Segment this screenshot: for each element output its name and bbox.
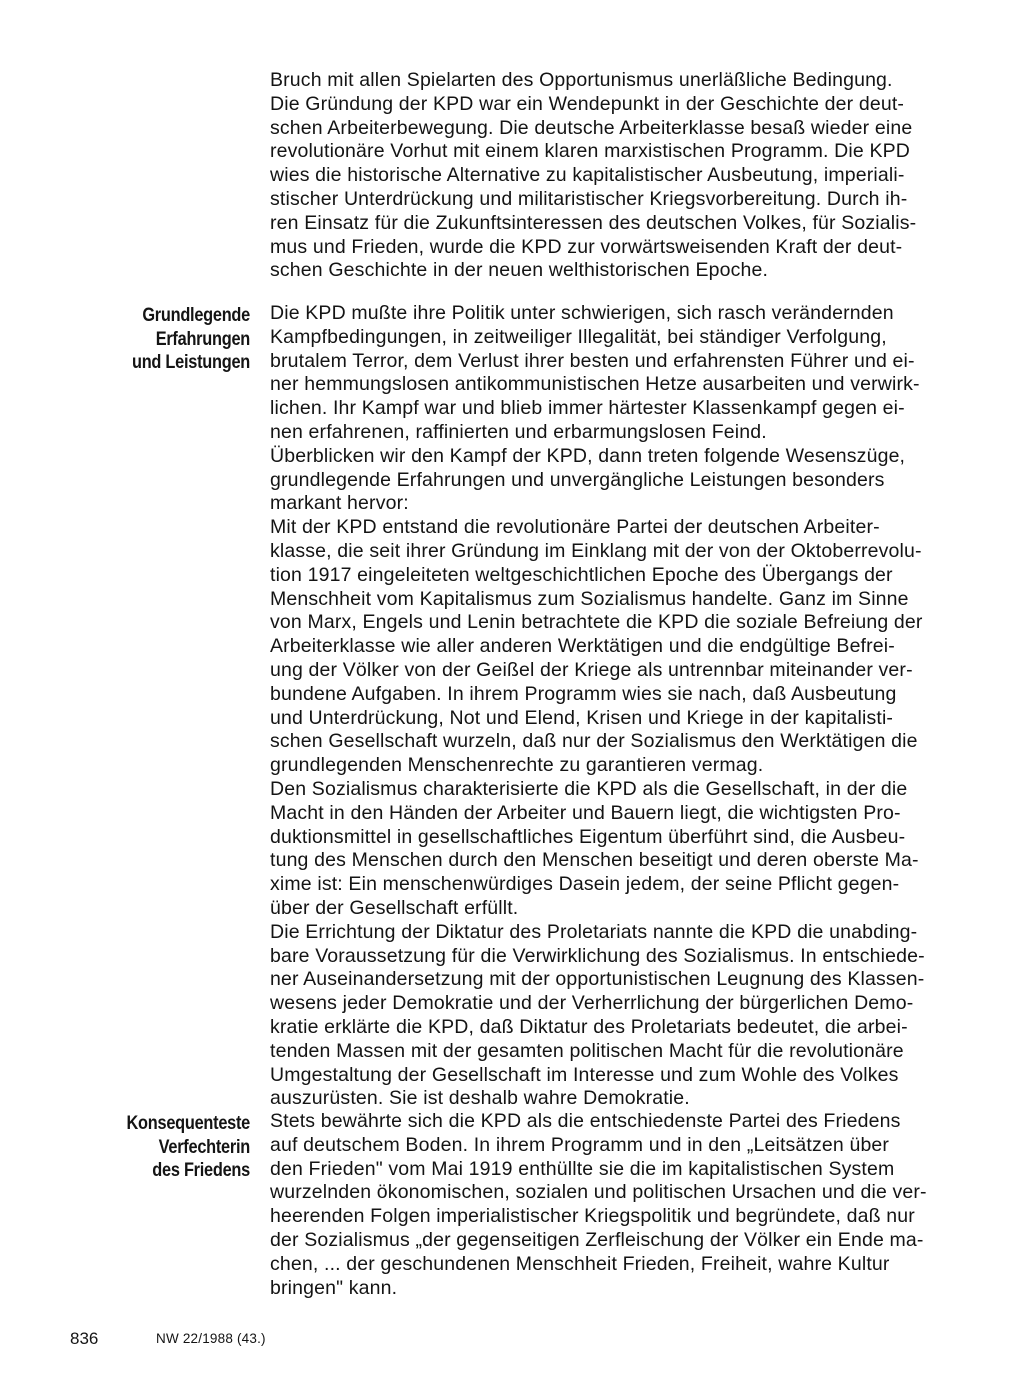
issue-citation: NW 22/1988 (43.) [156,1331,266,1346]
side-heading-grundlegende-erfahrungen: Grundlegende Erfahrungen und Leistungen [131,305,250,373]
paragraph-intro: Bruch mit allen Spielarten des Opportunismus unerläßliche Bedingung. Die Gründung der KPD war ein Wendepunkt in der Geschichte der deut- schen Arbeiterbewegung. Die deutsche Arbeiterklasse besaß wieder eine revolutionäre Vorhut mit einem klaren marxistischen Programm. Die KPD wies die historische Alternative zu kapitalistischer Ausbeutung, imperiali- stischer Unterdrückung und militaristischer Kriegsvorbereitung. Durch ih- ren Einsatz für die Zukunftsinteressen des deutschen Volkes, für Sozialis- mus und Frieden, wurde die KPD zur vorwärtsweisenden Kraft der deut- schen Geschichte in der neuen welthistorischen Epoche. [270,69,917,282]
side-heading-konsequenteste-verfechterin: Konsequenteste Verfechterin des Friedens [126,1113,250,1181]
page-number: 836 [70,1329,99,1348]
paragraph-grundlegende-erfahrungen: Die KPD mußte ihre Politik unter schwierigen, sich rasch verändernden Kampfbedingungen, in zeitweiliger Illegalität, bei ständiger Verfolgung, brutalem Terror, dem Verlust ihrer besten und erfahrensten Führer und ei- ner hemmungslosen antikommunistischen Hetze ausarbeiten und verwirk- lichen. Ihr Kampf war und blieb immer härtester Klassenkampf gegen ei- nen erfahrenen, raffinierten und erbarmungslosen Feind. Überblicken wir den Kampf der KPD, dann treten folgende Wesenszüge, grundlegende Erfahrungen und unvergängliche Leistungen besonders markant hervor: Mit der KPD entstand die revolutionäre Partei der deutschen Arbeiter- klasse, die seit ihrer Gründung im Einklang mit der von der Oktoberrevolu- tion 1917 eingeleiteten weltgeschichtlichen Epoche des Übergangs der Menschheit vom Kapitalismus zum Sozialismus handelte. Ganz im Sinne von Marx, Engels und Lenin betrachtete die KPD die soziale Befreiung der Arbeiterklasse wie aller anderen Werktätigen und die endgültige Befrei- ung der Völker von der Geißel der Kriege als untrennbar miteinander ver- bundene Aufgaben. In ihrem Programm wies sie nach, daß Ausbeutung und Unterdrückung, Not und Elend, Krisen und Kriege in der kapitalisti- schen Gesellschaft wurzeln, daß nur der Sozialismus den Werktätigen die grundlegenden Menschenrechte zu garantieren vermag. Den Sozialismus charakterisierte die KPD als die Gesellschaft, in der die Macht in den Händen der Arbeiter und Bauern liegt, die wichtigsten Pro- duktionsmittel in gesellschaftliches Eigentum überführt sind, die Ausbeu- tung des Menschen durch den Menschen beseitigt und deren oberste Ma- xime ist: Ein menschenwürdiges Dasein jedem, der seine Pflicht gegen- über der Gesellschaft erfüllt. Die Errichtung der Diktatur des Proletariats nannte die KPD die unabding- bare Voraussetzung für die Verwirklichung des Sozialismus. In entschiede- ner Auseinandersetzung mit der opportunistischen Leugnung des Klassen- wesens jeder Demokratie und der Verherrlichung der bürgerlichen Demo- kratie erklärte die KPD, daß Diktatur des Proletariats bedeutet, die arbei- tenden Massen mit der gesamten politischen Macht für die revolutionäre Umgestaltung der Gesellschaft im Interesse und zum Wohle des Volkes auszurüsten. Sie ist deshalb wahre Demokratie. [270,302,925,1110]
paragraph-friedenspolitik: Stets bewährte sich die KPD als die entschiedenste Partei des Friedens auf deutschem Boden. In ihrem Programm und in den „Leitsätzen über den Frieden" vom Mai 1919 enthüllte sie die im kapitalistischen System wurzelnden ökonomischen, sozialen und politischen Ursachen und die ver- heerenden Folgen imperialistischer Kriegspolitik und begründete, daß nur der Sozialismus „der gegenseitigen Zerfleischung der Völker ein Ende ma- chen, ... der geschundenen Menschheit Frieden, Freiheit, wahre Kultur bringen" kann. [270,1110,927,1299]
